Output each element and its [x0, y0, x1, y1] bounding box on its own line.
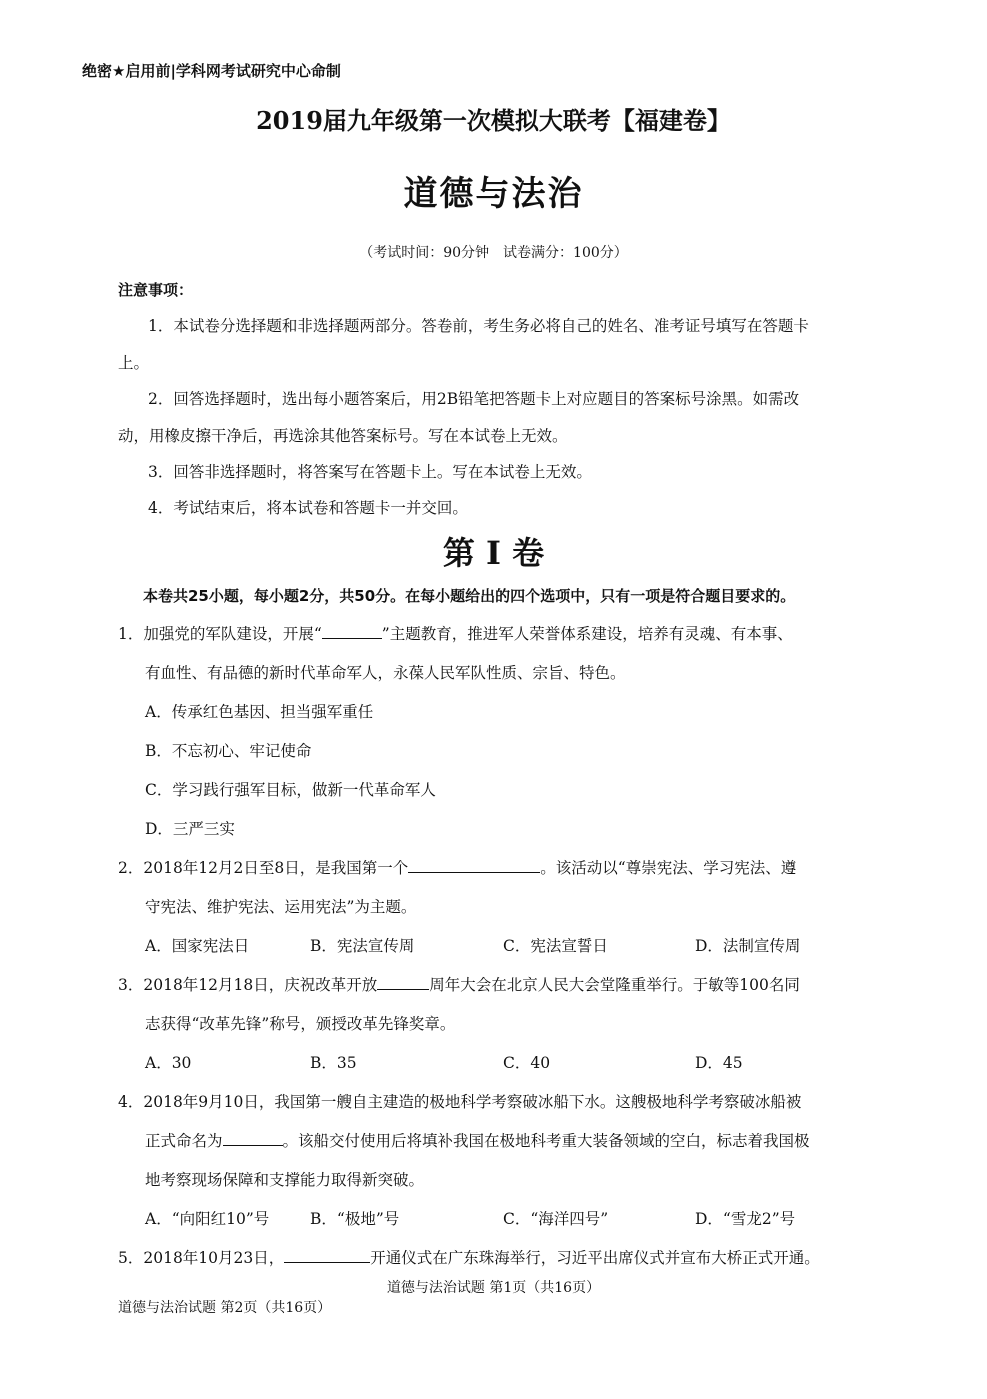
- question-2-line-1: [118, 856, 796, 878]
- question-2-line-2: 守宪法、维护宪法、运用宪法”为主题。: [145, 898, 417, 916]
- question-2-option-d: D．法制宣传周: [695, 937, 801, 955]
- question-4-line-1: 4．2018年9月10日，我国第一艘自主建造的极地科学考察破冰船下水。这艘极地科学考察破冰船被: [118, 1093, 802, 1111]
- question-2-text-b: 。该活动以“尊崇宪法、学习宪法、遵: [540, 859, 797, 877]
- question-1-option-d: D．三严三实: [145, 820, 235, 838]
- question-3-option-a: A．30: [145, 1054, 192, 1072]
- page-footer-left: 道德与法治试题 第2页（共16页）: [118, 1300, 332, 1316]
- question-3-text-a: 3．2018年12月18日，庆祝改革开放: [118, 976, 378, 994]
- answer-blank: [377, 973, 429, 990]
- question-4-option-a: A．“向阳红10”号: [145, 1210, 270, 1228]
- question-1-line-1: [118, 622, 793, 644]
- question-4-option-d: D．“雪龙2”号: [695, 1210, 796, 1228]
- question-2-option-c: C．宪法宣誓日: [503, 937, 608, 955]
- subject-title: 道德与法治: [403, 174, 584, 214]
- answer-blank: [322, 622, 382, 639]
- question-4-line-2: [145, 1129, 810, 1151]
- answer-blank: [223, 1129, 283, 1146]
- note-item-4: 4．考试结束后，将本试卷和答题卡一并交回。: [148, 499, 468, 517]
- question-5-text-a: 5．2018年10月23日，: [118, 1249, 285, 1267]
- question-2-option-a: A．国家宪法日: [145, 937, 250, 955]
- question-5-line-1: [118, 1246, 820, 1268]
- question-3-option-c: C．40: [503, 1054, 551, 1072]
- question-4-option-b: B．“极地”号: [310, 1210, 400, 1228]
- question-1-text-b: ”主题教育，推进军人荣誉体系建设，培养有灵魂、有本事、: [381, 625, 793, 643]
- exam-title: 2019届九年级第一次模拟大联考【福建卷】: [256, 106, 731, 135]
- question-1-option-a: A．传承红色基因、担当强军重任: [145, 703, 374, 721]
- question-1-text-a: 1．加强党的军队建设，开展“: [118, 625, 322, 643]
- question-3-option-b: B．35: [310, 1054, 357, 1072]
- note-item-1-cont: 上。: [118, 354, 150, 372]
- question-1-option-b: B．不忘初心、牢记使命: [145, 742, 312, 760]
- exam-time-info: （考试时间：90分钟 试卷满分：100分）: [359, 245, 628, 261]
- note-item-2-cont: 动，用橡皮擦干净后，再选涂其他答案标号。写在本试卷上无效。: [118, 427, 568, 445]
- question-3-line-1: [118, 973, 800, 995]
- question-1-option-c: C．学习践行强军目标，做新一代革命军人: [145, 781, 436, 799]
- question-4-text-b: 。该船交付使用后将填补我国在极地科考重大装备领域的空白，标志着我国极: [282, 1132, 810, 1150]
- note-item-1: 1．本试卷分选择题和非选择题两部分。答卷前，考生务必将自己的姓名、准考证号填写在答题卡: [148, 317, 809, 335]
- note-item-2: 2．回答选择题时，选出每小题答案后，用2B铅笔把答题卡上对应题目的答案标号涂黑。如需改: [148, 390, 800, 408]
- confidential-note: 绝密★启用前|学科网考试研究中心命制: [82, 62, 341, 80]
- page-footer-center: 道德与法治试题 第1页（共16页）: [386, 1280, 601, 1296]
- question-3-text-b: 周年大会在北京人民大会堂隆重举行。于敏等100名同: [429, 976, 800, 994]
- note-item-3: 3．回答非选择题时，将答案写在答题卡上。写在本试卷上无效。: [148, 463, 592, 481]
- question-2-option-b: B．宪法宣传周: [310, 937, 415, 955]
- question-5-text-b: 开通仪式在广东珠海举行，习近平出席仪式并宣布大桥正式开通。: [370, 1249, 820, 1267]
- notes-title: 注意事项：: [118, 281, 194, 299]
- question-4-text-a: 正式命名为: [145, 1132, 223, 1150]
- answer-blank: [408, 856, 540, 873]
- question-2-text-a: 2．2018年12月2日至8日，是我国第一个: [118, 859, 409, 877]
- question-4-option-c: C．“海洋四号”: [503, 1210, 609, 1228]
- question-3-option-d: D．45: [695, 1054, 743, 1072]
- question-1-line-2: 有血性、有品德的新时代革命军人，永葆人民军队性质、宗旨、特色。: [145, 664, 626, 682]
- section-description: 本卷共25小题，每小题2分，共50分。在每小题给出的四个选项中，只有一项是符合题目要求的。: [143, 587, 796, 605]
- section-title: 第 I 卷: [442, 534, 545, 572]
- answer-blank: [284, 1246, 370, 1263]
- question-4-line-3: 地考察现场保障和支撑能力取得新突破。: [145, 1171, 425, 1189]
- question-3-line-2: 志获得“改革先锋”称号，颁授改革先锋奖章。: [145, 1015, 456, 1033]
